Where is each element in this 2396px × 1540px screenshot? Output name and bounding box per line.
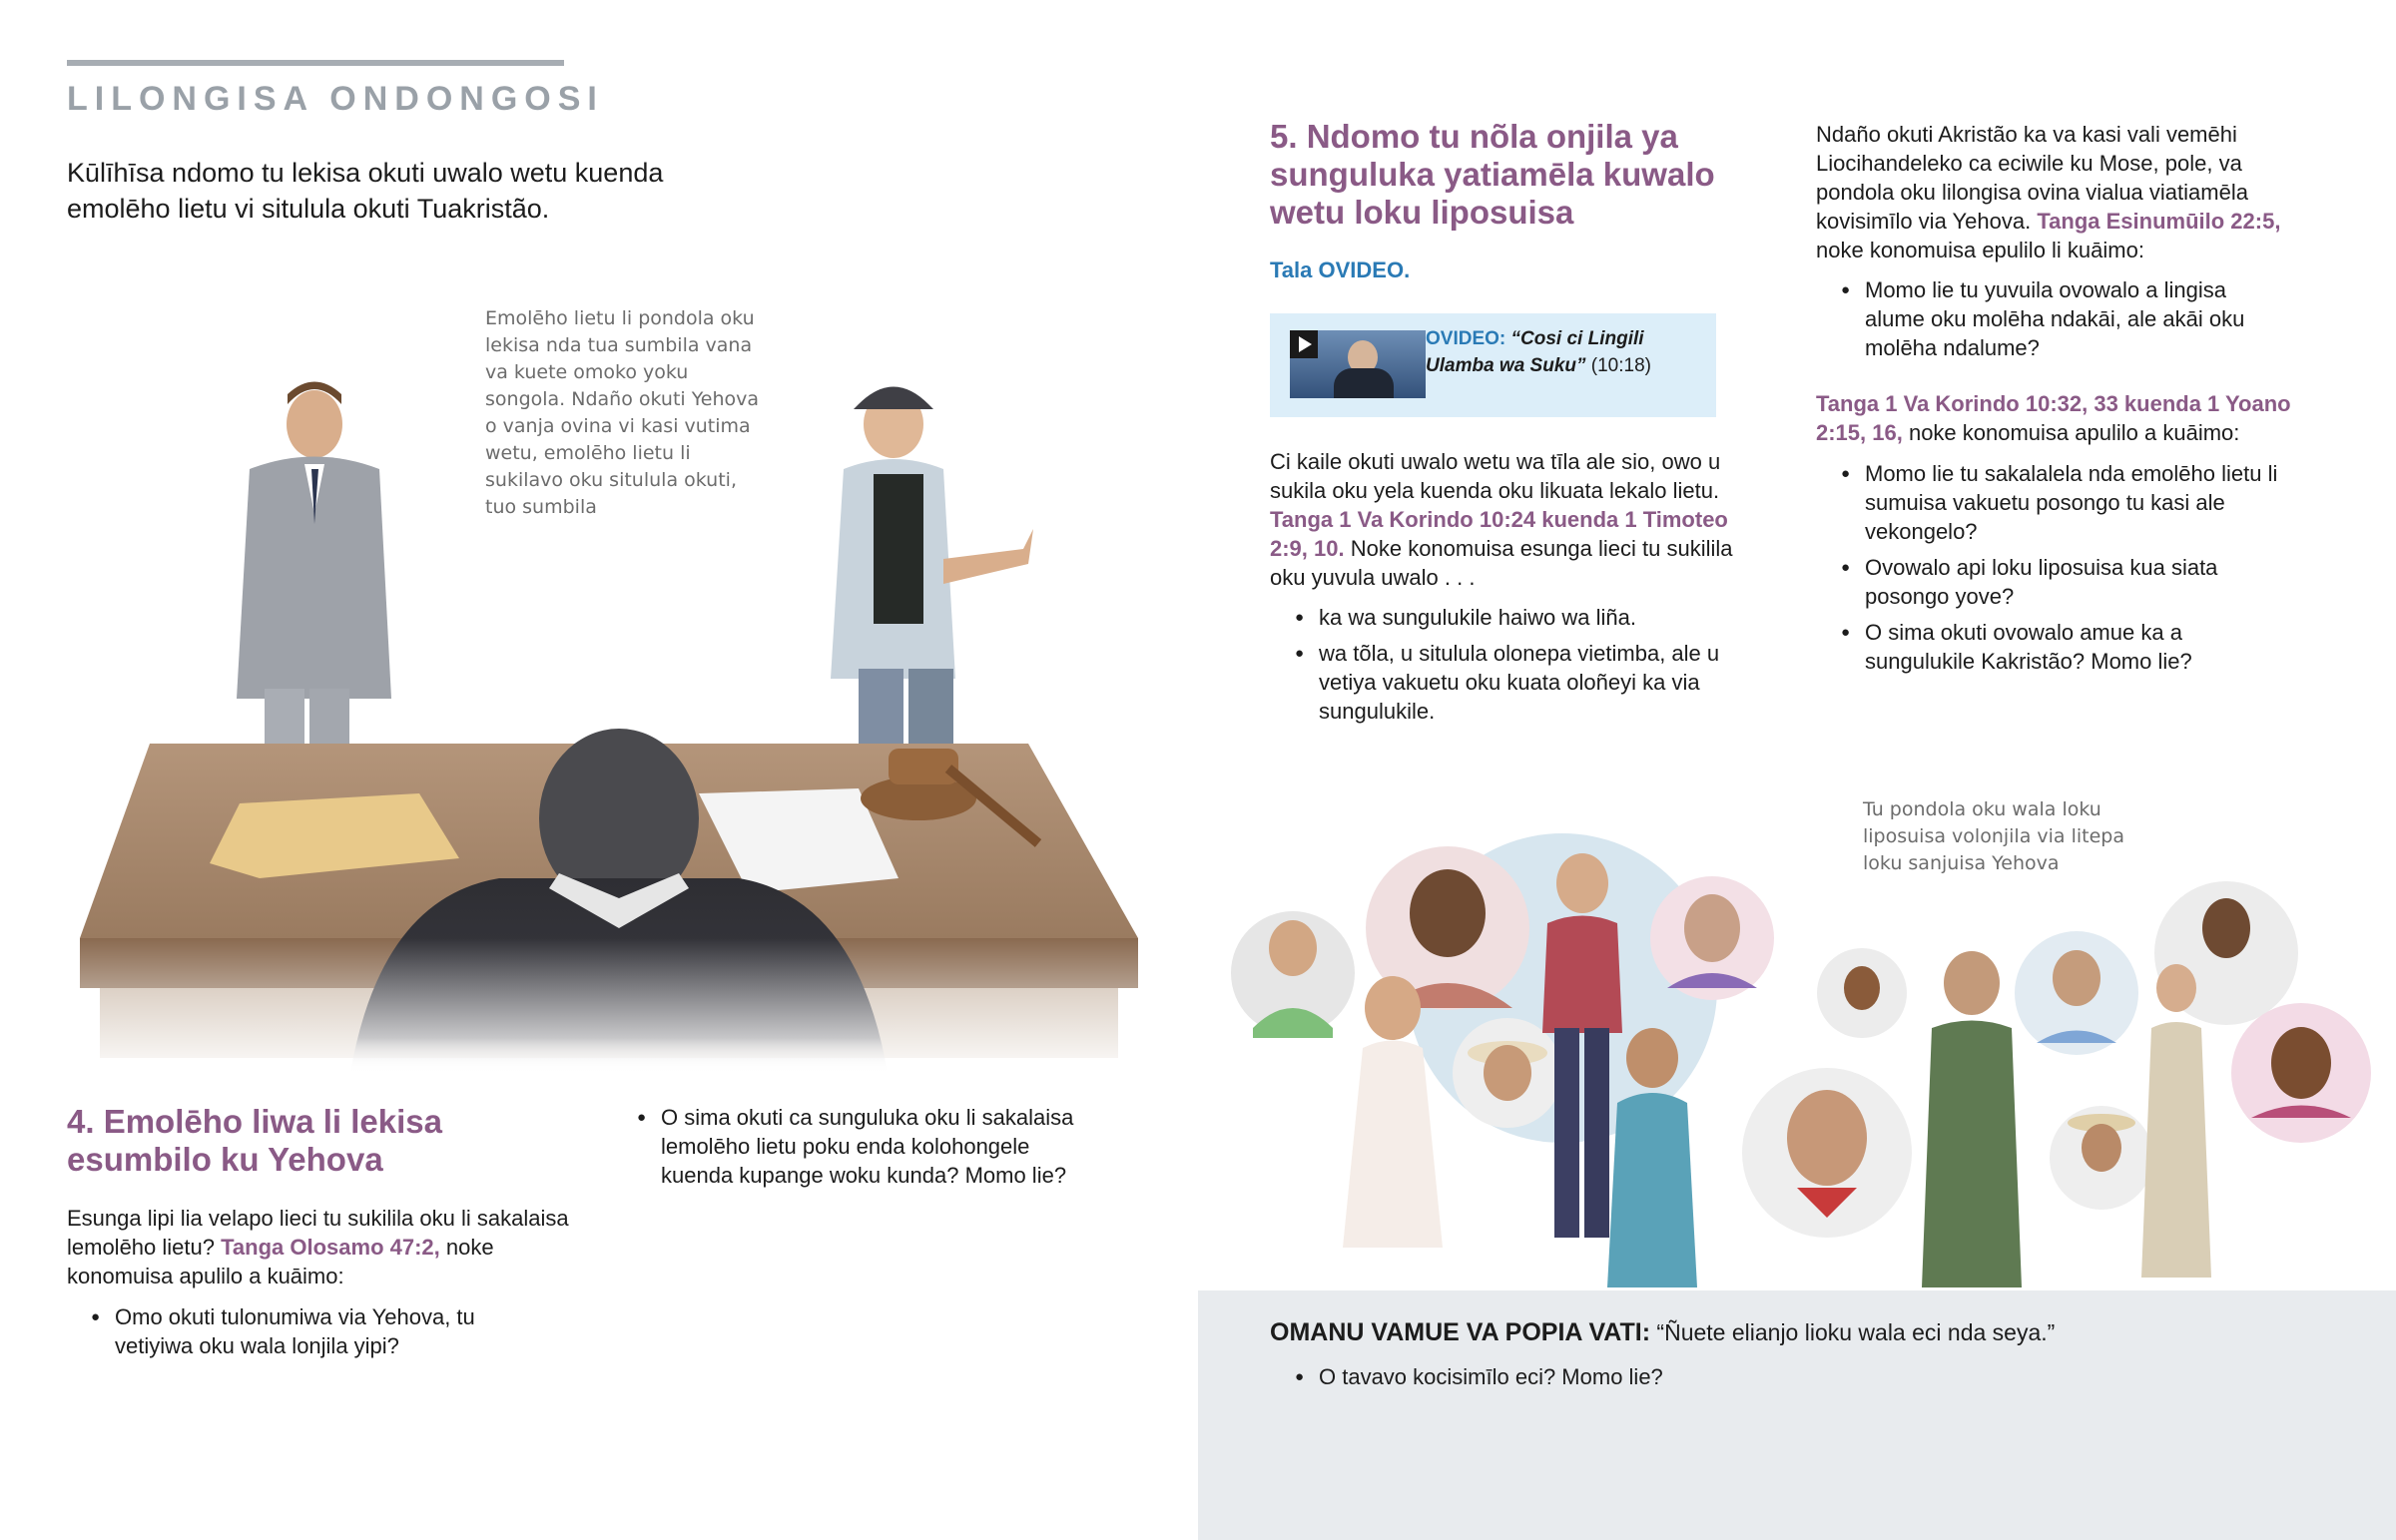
video-duration: (10:18) [1590, 355, 1651, 376]
scripture-link-psalm[interactable]: Tanga Olosamo 47:2, [221, 1235, 440, 1260]
section5-paragraph [1270, 447, 1761, 592]
people-caption: Tu pondola oku wala loku liposuisa volonjila via litepa loku sanjuisa Yehova [1863, 798, 2124, 874]
video-label: OVIDEO: [1426, 328, 1506, 349]
scripture-link-deuteronomy[interactable]: Tanga Esinumūilo 22:5, [2037, 209, 2281, 234]
list-item: ● O tavavo kocisimīlo eci? Momo lie? [1295, 1362, 2094, 1391]
section5-bullets [1295, 603, 1734, 733]
court-caption: Emolēho lietu li pondola oku lekisa nda tua sumbila vana va kuete omoko yoku songola. Ndaño okuti Yehova o vanja ovina vi kasi vutima wetu, emolēho lietu li sukilavo oku situlula okuti, tuo sumbila [485, 307, 760, 518]
speaker-body [1334, 368, 1394, 398]
list-item: ● Momo lie tu yuvuila ovowalo a lingisa alume oku molēha ndakāi, ale akāi oku molēha ndalume? [1841, 275, 2280, 362]
section5-title: 5. Ndomo tu nõla onjila ya sunguluka yatiamēla kuwalo wetu loku liposuisa [1270, 118, 1715, 231]
column2-para-before: Ndaño okuti Akristão ka va kasi vali vemēhi Liocihandeleko ca eciwile ku Mose, pole, va pondola oku lilongisa ovina vialua viatiamēla kovisimīlo via Yehova. [1816, 122, 2248, 234]
section-rule [67, 60, 564, 66]
video-title[interactable]: “Cosi ci Lingili Ulamba wa Suku” [1426, 328, 1644, 376]
list-item: ● wa tõla, u situlula olonepa vietimba, ale u vetiya vakuetu oku kuata oloñeyi ka via sungulukile. [1295, 639, 1734, 726]
video-instruction: Tala OVIDEO. [1270, 257, 1411, 282]
column2-paragraph [1816, 120, 2305, 264]
section5-para-before: Ci kaile okuti uwalo wetu wa tīla ale sio, owo u sukila oku yela kuenda oku likuata lekalo lietu. [1270, 449, 1721, 503]
panel-label: OMANU VAMUE VA POPIA VATI: [1270, 1318, 1651, 1346]
column2-bullets-1 [1841, 275, 2280, 369]
section4-bullets-right [637, 1103, 1106, 1197]
list-item: ● ka wa sungulukile haiwo wa liña. [1295, 603, 1734, 632]
video-card[interactable] [1270, 313, 1716, 417]
list-item: ● Momo lie tu sakalalela nda emolēho lietu li sumuisa vakuetu posongo tu kasi ale vekongelo? [1841, 459, 2280, 546]
column2-para-after: noke konomuisa epulilo li kuāimo: [1816, 238, 2144, 262]
section4-para-before: Esunga lipi lia velapo lieci tu sukilila oku li sakalaisa lemolēho lietu? [67, 1206, 569, 1260]
panel-bullets [1295, 1362, 2094, 1398]
list-item: ● O sima okuti ca sunguluka oku li sakalaisa lemolēho lietu poku enda kolohongele kuenda kupange woku kunda? Momo lie? [637, 1103, 1106, 1190]
column2-para2-after: noke konomuisa apulilo a kuāimo: [1902, 420, 2240, 445]
panel-quote: “Ñuete elianjo lioku wala eci nda seya.” [1656, 1319, 2056, 1345]
scripture-link-corinthians-john[interactable]: Tanga 1 Va Korindo 10:32, 33 kuenda 1 Yoano 2:15, 16, [1816, 391, 2291, 445]
section-label: LILONGISA ONDONGOSI [67, 80, 604, 118]
list-item: ● O sima okuti ovowalo amue ka a sungulukile Kakristão? Momo lie? [1841, 618, 2280, 676]
video-text [1426, 325, 1705, 379]
scripture-link-corinthians-timothy[interactable]: Tanga 1 Va Korindo 10:24 kuenda 1 Timoteo 2:9, 10. [1270, 507, 1728, 561]
people-illustration [1223, 818, 2371, 1290]
section4-para-after: noke konomuisa apulilo a kuāimo: [67, 1235, 494, 1288]
section5-para-after: Noke konomuisa esunga lieci tu sukilila oku yuvula uwalo . . . [1270, 536, 1733, 590]
section4-paragraph [67, 1204, 586, 1290]
intro-text: Kūlīhīsa ndomo tu lekisa okuti uwalo wetu kuenda emolēho lietu vi situlula okuti Tuakristão. [67, 158, 664, 224]
video-thumbnail[interactable] [1290, 330, 1426, 398]
section4-title: 4. Emolēho liwa li lekisa esumbilo ku Yehova [67, 1103, 442, 1178]
play-icon[interactable] [1290, 330, 1318, 358]
list-item: ● Ovowalo api loku liposuisa kua siata posongo yove? [1841, 553, 2280, 611]
column2-paragraph-2 [1816, 389, 2315, 447]
list-item: ● Omo okuti tulonumiwa via Yehova, tu vetiyiwa oku wala lonjila yipi? [91, 1302, 510, 1360]
column2-bullets-2 [1841, 459, 2280, 683]
section4-bullets [91, 1302, 510, 1367]
panel-quote-line [1270, 1317, 2348, 1347]
